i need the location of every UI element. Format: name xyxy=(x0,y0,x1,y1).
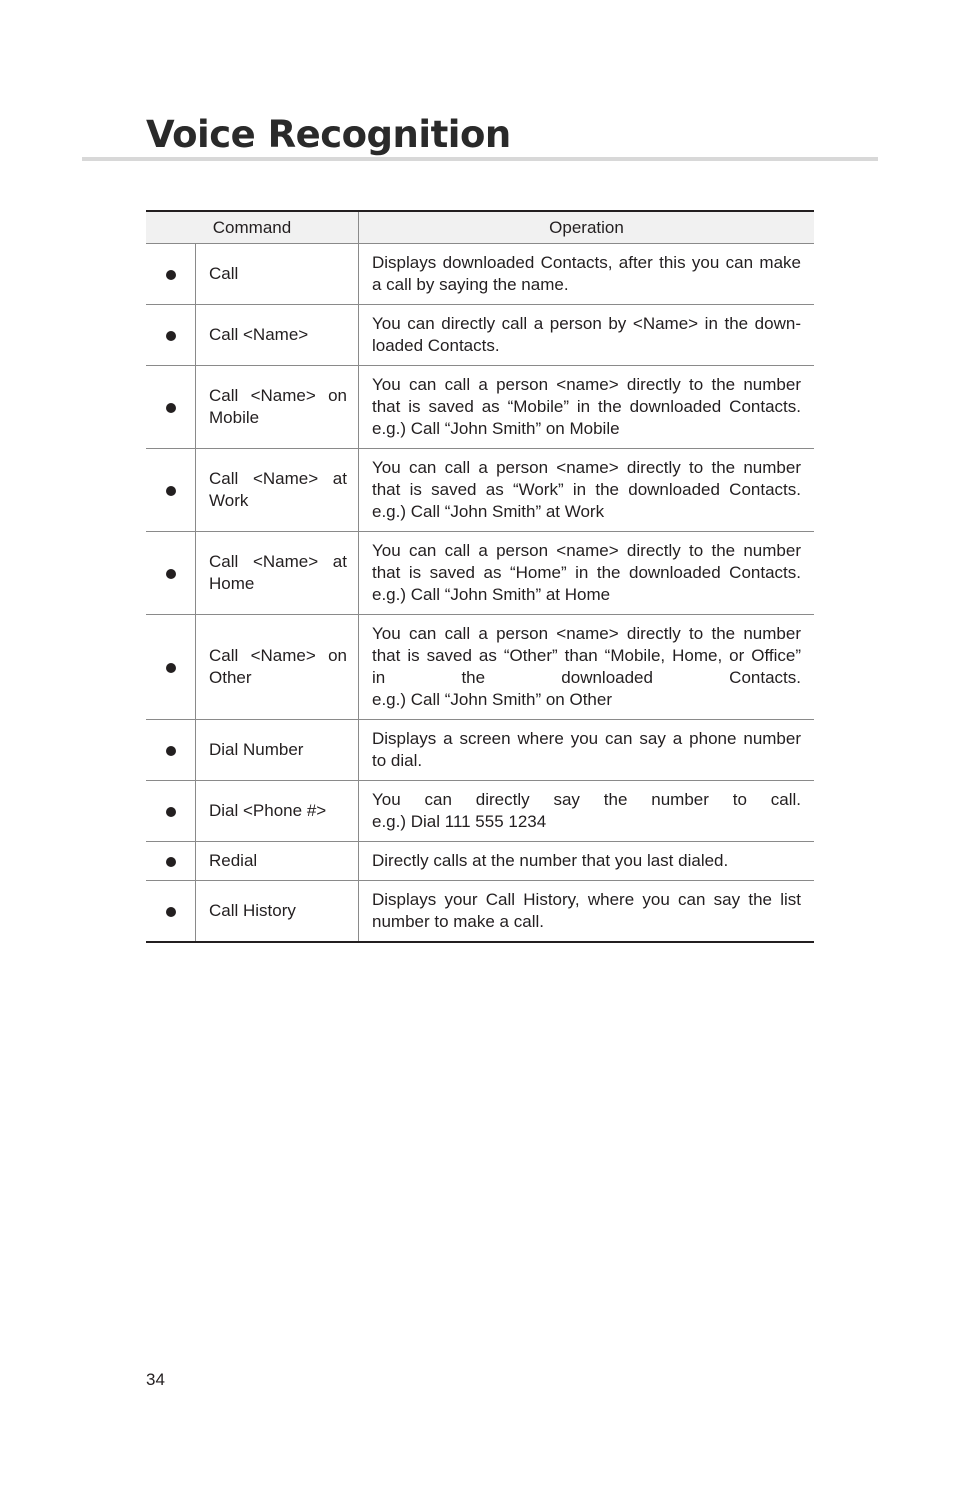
table-row xyxy=(146,881,814,943)
bullet-cell xyxy=(146,781,196,842)
table-row xyxy=(146,781,814,842)
bullet-icon xyxy=(166,663,176,673)
operation-text: e.g.) Call “John Smith” at Home xyxy=(372,585,611,604)
operation-text: to dial. xyxy=(372,751,423,770)
operation-text: a call by saying the name. xyxy=(372,275,569,294)
bullet-cell xyxy=(146,366,196,449)
operation-text: You can call a person <name> directly to the number xyxy=(372,541,801,560)
operation-text: that is saved as “Home” in the downloaded Contacts. xyxy=(372,563,801,582)
operation-text: that is saved as “Other” than “Mobile, Home, or Office” xyxy=(372,646,801,665)
operation-text: You can call a person <name> directly to the number xyxy=(372,458,801,477)
operation-text: You can directly call a person by <Name> in the down- xyxy=(372,314,801,333)
command-text: Call <Name> on xyxy=(209,646,347,665)
command-text: Call <Name> at xyxy=(209,552,347,571)
operation-text: loaded Contacts. xyxy=(372,336,500,355)
operation-text: in the downloaded Contacts. xyxy=(372,668,801,687)
bullet-icon xyxy=(166,270,176,280)
bullet-cell xyxy=(146,244,196,305)
bullet-icon xyxy=(166,807,176,817)
command-text: Call xyxy=(209,264,239,283)
command-text: Call <Name> on xyxy=(209,386,347,405)
bullet-cell xyxy=(146,842,196,881)
command-cell xyxy=(196,842,359,881)
operation-text: Displays a screen where you can say a phone number xyxy=(372,729,801,748)
command-cell xyxy=(196,244,359,305)
operation-cell xyxy=(359,781,815,842)
command-text: Home xyxy=(209,574,255,593)
bullet-cell xyxy=(146,720,196,781)
operation-cell xyxy=(359,366,815,449)
operation-text: e.g.) Call “John Smith” on Other xyxy=(372,690,612,709)
operation-cell xyxy=(359,881,815,943)
operation-text: Displays downloaded Contacts, after this you can make xyxy=(372,253,801,272)
command-cell xyxy=(196,881,359,943)
operation-cell xyxy=(359,305,815,366)
operation-cell xyxy=(359,720,815,781)
table-row xyxy=(146,449,814,532)
page-number: 34 xyxy=(146,1370,165,1389)
operation-text: e.g.) Call “John Smith” at Work xyxy=(372,502,605,521)
header-command: Command xyxy=(146,211,359,244)
command-cell xyxy=(196,781,359,842)
table-body xyxy=(146,244,814,943)
bullet-icon xyxy=(166,746,176,756)
operation-text: that is saved as “Mobile” in the downloaded Contacts. xyxy=(372,397,801,416)
operation-text: that is saved as “Work” in the downloaded Contacts. xyxy=(372,480,801,499)
command-text: Redial xyxy=(209,851,258,870)
command-cell xyxy=(196,449,359,532)
command-cell xyxy=(196,366,359,449)
bullet-icon xyxy=(166,569,176,579)
operation-cell xyxy=(359,842,815,881)
table-row xyxy=(146,720,814,781)
operation-cell xyxy=(359,615,815,720)
table-row xyxy=(146,615,814,720)
table-row xyxy=(146,244,814,305)
bullet-icon xyxy=(166,331,176,341)
operation-text: You can directly say the number to call. xyxy=(372,790,801,809)
command-text: Call History xyxy=(209,901,296,920)
bullet-cell xyxy=(146,449,196,532)
operation-cell xyxy=(359,532,815,615)
header-operation: Operation xyxy=(359,211,815,244)
command-text: Call <Name> xyxy=(209,325,309,344)
table-row xyxy=(146,366,814,449)
command-text: Dial Number xyxy=(209,740,304,759)
table-header-row xyxy=(146,211,814,244)
operation-text: number to make a call. xyxy=(372,912,544,931)
bullet-icon xyxy=(166,907,176,917)
voice-command-table xyxy=(146,210,814,943)
table-row xyxy=(146,842,814,881)
operation-text: e.g.) Dial 111 555 1234 xyxy=(372,812,547,831)
table-row xyxy=(146,305,814,366)
command-cell xyxy=(196,615,359,720)
operation-text: Displays your Call History, where you can say the list xyxy=(372,890,801,909)
bullet-cell xyxy=(146,305,196,366)
operation-text: Directly calls at the number that you last dialed. xyxy=(372,851,729,870)
bullet-cell xyxy=(146,615,196,720)
bullet-icon xyxy=(166,403,176,413)
page-title: Voice Recognition xyxy=(146,113,511,156)
command-text: Mobile xyxy=(209,408,260,427)
table-row xyxy=(146,532,814,615)
operation-text: e.g.) Call “John Smith” on Mobile xyxy=(372,419,620,438)
operation-text: You can call a person <name> directly to the number xyxy=(372,375,801,394)
command-text: Work xyxy=(209,491,249,510)
operation-cell xyxy=(359,244,815,305)
command-text: Call <Name> at xyxy=(209,469,347,488)
command-cell xyxy=(196,305,359,366)
command-cell xyxy=(196,720,359,781)
title-divider xyxy=(82,157,878,161)
bullet-cell xyxy=(146,532,196,615)
bullet-cell xyxy=(146,881,196,943)
bullet-icon xyxy=(166,486,176,496)
operation-cell xyxy=(359,449,815,532)
command-text: Dial <Phone #> xyxy=(209,801,327,820)
command-text: Other xyxy=(209,668,252,687)
operation-text: You can call a person <name> directly to the number xyxy=(372,624,801,643)
bullet-icon xyxy=(166,857,176,867)
command-cell xyxy=(196,532,359,615)
